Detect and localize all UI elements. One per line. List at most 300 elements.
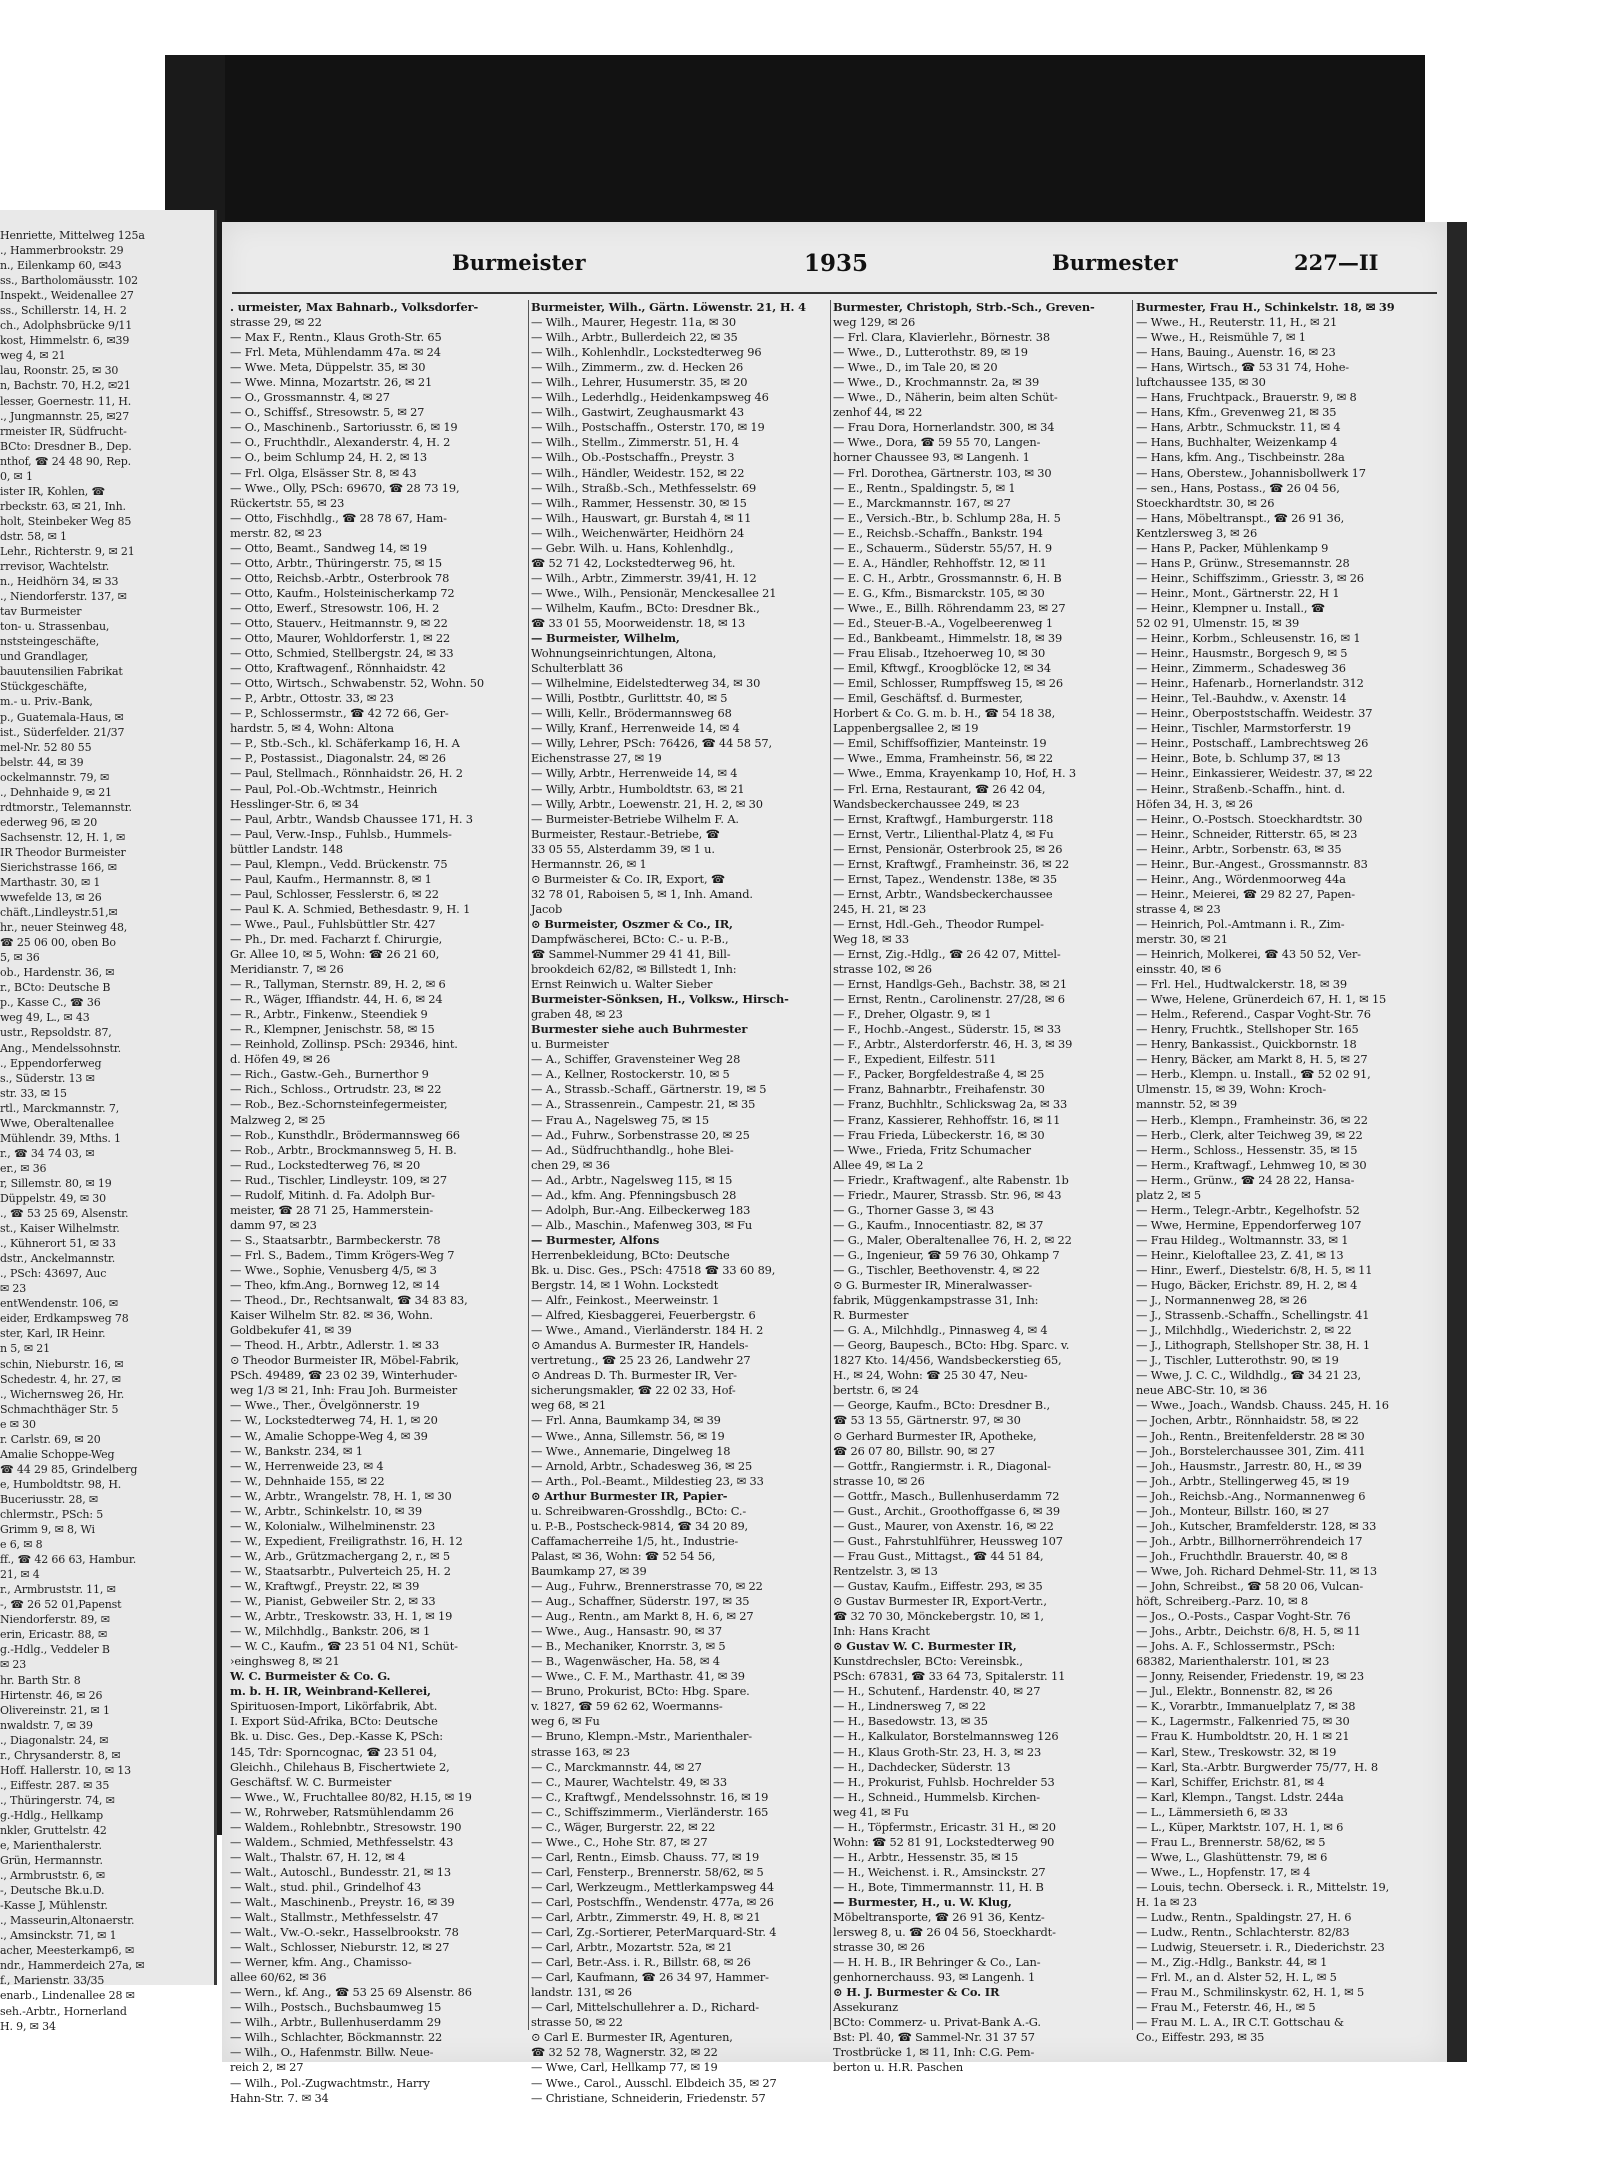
directory-entry-line: — Ernst, Hdl.-Geh., Theodor Rumpel- [833,916,1044,931]
directory-entry-line: — Wilh., O., Hafenmstr. Billw. Neue- [230,2045,434,2060]
directory-entry-line: — B., Wagenwäscher, Ha. 58, ✉ 4 [531,1654,720,1669]
directory-entry-line: 52 02 91, Ulmenstr. 15, ✉ 39 [1136,615,1300,630]
directory-entry-line: meister, ☎ 28 71 25, Hammerstein- [230,1202,434,1217]
directory-entry-line: weg 6, ✉ Fu [531,1714,600,1729]
previous-page-line: str. 33, ✉ 15 [0,1086,67,1100]
directory-entry-line: — Wwe., Emma, Framheinstr. 56, ✉ 22 [833,751,1054,766]
previous-page-line: ., Hammerbrookstr. 29 [0,244,124,258]
directory-entry-line: Horbert & Co. G. m. b. H., ☎ 54 18 38, [833,706,1056,721]
directory-entry-line: — Paul K. A. Schmied, Bethesdastr. 9, H. 1 [230,901,471,916]
directory-entry-line: — Otto, Arbtr., Thüringerstr. 75, ✉ 15 [230,555,442,570]
directory-entry-line: luftchaussee 135, ✉ 30 [1136,375,1266,390]
directory-entry-line: — Wilh., Arbtr., Zimmerstr. 39/41, H. 12 [531,570,757,585]
directory-entry-line: — Rob., Bez.-Schornsteinfegermeister, [230,1097,448,1112]
previous-page-line: ., Wichernsweg 26, Hr. [0,1387,125,1401]
directory-entry-line: Rückertstr. 55, ✉ 23 [230,495,345,510]
directory-entry-line: — H., Lindnersweg 7, ✉ 22 [833,1699,986,1714]
directory-entry-line: — Heinrich, Pol.-Amtmann i. R., Zim- [1136,916,1345,931]
directory-entry-line: — Gustav, Kaufm., Eiffestr. 293, ✉ 35 [833,1578,1043,1593]
directory-entry-line: — Wwe., D., Lutterothstr. 89, ✉ 19 [833,345,1028,360]
directory-entry-line: Lappenbergsallee 2, ✉ 19 [833,721,979,736]
directory-entry-line: — Heinr., Straßenb.-Schaffn., hint. d. [1136,781,1346,796]
directory-entry-line: ⊙ Andreas D. Th. Burmester IR, Ver- [531,1368,737,1383]
directory-entry-line: — H. H. B., IR Behringer & Co., Lan- [833,1955,1041,1970]
directory-entry-line: Malzweg 2, ✉ 25 [230,1112,326,1127]
directory-entry-line: PSch: 67831, ☎ 33 64 73, Spitalerstr. 11 [833,1669,1066,1684]
previous-page-line: bauutensilien Fabrikat [0,665,123,679]
directory-entry-line: Wohn: ☎ 52 81 91, Lockstedterweg 90 [833,1834,1055,1849]
directory-entry-line: — W., Kolonialw., Wilhelminenstr. 23 [230,1518,436,1533]
directory-entry-line: — Wilh., Rammer, Hessenstr. 30, ✉ 15 [531,495,747,510]
directory-entry-line: Rentzelstr. 3, ✉ 13 [833,1563,938,1578]
directory-entry-line: weg 41, ✉ Fu [833,1804,909,1819]
directory-entry-line: u. Burmeister [531,1037,609,1052]
directory-entry-line: — Frau Frieda, Lübeckerstr. 16, ✉ 30 [833,1127,1045,1142]
directory-entry-line: — A., Strassb.-Schaff., Gärtnerstr. 19, ✉ 5 [531,1082,767,1097]
previous-page-line: mel-Nr. 52 80 55 [0,740,92,754]
directory-entry-line: — Heinr., Bur.-Angest., Grossmannstr. 83 [1136,856,1368,871]
directory-entry-line: — Carl, Werkzeugm., Mettlerkampsweg 44 [531,1879,774,1894]
previous-page-line: st., Kaiser Wilhelmstr. [0,1222,120,1236]
directory-entry-line: — W., Staatsarbtr., Pulverteich 25, H. 2 [230,1563,451,1578]
directory-entry-line: — Frau M., Feterstr. 46, H., ✉ 5 [1136,2000,1316,2015]
directory-entry-line: — O., beim Schlump 24, H. 2, ✉ 13 [230,450,427,465]
directory-entry-line: strasse 29, ✉ 22 [230,315,322,330]
directory-entry-line: — Frl. M., an d. Alster 52, H. L, ✉ 5 [1136,1970,1337,1985]
directory-entry-line: — Rud., Lockstedterweg 76, ✉ 20 [230,1157,421,1172]
directory-entry-line: — H., Prokurist, Fuhlsb. Hochrelder 53 [833,1774,1055,1789]
directory-entry-line: — Herb., Klempn. u. Install., ☎ 52 02 91, [1136,1067,1371,1082]
directory-entry-line: — G. A., Milchhdlg., Pinnasweg 4, ✉ 4 [833,1323,1048,1338]
directory-entry-line: — Louis, techn. Oberseck. i. R., Mittelstr. 19, [1136,1879,1390,1894]
directory-entry-line: — O., Schiffsf., Stresowstr. 5, ✉ 27 [230,405,425,420]
previous-page-line: ., Kühnerort 51, ✉ 33 [0,1237,116,1251]
directory-entry-line: — Ed., Bankbeamt., Himmelstr. 18, ✉ 39 [833,631,1063,646]
directory-entry-line: Allee 49, ✉ La 2 [833,1157,924,1172]
directory-entry-line: — Wwe., Anna, Sillemstr. 56, ✉ 19 [531,1428,725,1443]
directory-entry-line: — F., Dreher, Olgastr. 9, ✉ 1 [833,1007,992,1022]
directory-entry-line: — Carl, Zg.-Sortierer, PeterMarquard-Str. 4 [531,1925,777,1940]
directory-entry-line: — Ad., Fuhrw., Sorbenstrasse 20, ✉ 25 [531,1127,750,1142]
directory-entry-line: — Frau Gust., Mittagst., ☎ 44 51 84, [833,1548,1044,1563]
column-divider [1132,300,1133,2030]
directory-entry-line: — Henry, Bäcker, am Markt 8, H. 5, ✉ 27 [1136,1052,1368,1067]
directory-entry-line: — Wilh., Zimmerm., zw. d. Hecken 26 [531,360,744,375]
directory-entry-line: — Carl, Mittelschullehrer a. D., Richard- [531,2000,759,2015]
directory-entry-line: — Hans, Wirtsch., ☎ 53 31 74, Hohe- [1136,360,1349,375]
directory-entry-line: — Joh., Fruchthdlr. Brauerstr. 40, ✉ 8 [1136,1548,1348,1563]
directory-entry-line: — W., Dehnhaide 155, ✉ 22 [230,1473,385,1488]
directory-entry-line: — Heinr., Korbm., Schleusenstr. 16, ✉ 1 [1136,631,1361,646]
header-page-number: 227—II [1294,250,1379,275]
directory-entry-line: — G., Thorner Gasse 3, ✉ 43 [833,1202,994,1217]
previous-page-line: r., Armbruststr. 11, ✉ [0,1583,116,1597]
previous-page-line: Hoff. Hallerstr. 10, ✉ 13 [0,1763,131,1777]
previous-page-line: ., Jungmannstr. 25, ✉27 [0,409,130,423]
directory-entry-line: — Willi, Postbtr., Gurlittstr. 40, ✉ 5 [531,691,728,706]
previous-page-line: e 6, ✉ 8 [0,1538,43,1552]
directory-entry-line: — F., Hochb.-Angest., Süderstr. 15, ✉ 33 [833,1022,1062,1037]
directory-entry-line: — Gust., Archit., Groothoffgasse 6, ✉ 39 [833,1503,1060,1518]
column-2 [531,300,827,2105]
directory-entry-line: — Otto, Schmied, Stellbergstr. 24, ✉ 33 [230,646,454,661]
directory-entry-line: — Jochen, Arbtr., Rönnhaidstr. 58, ✉ 22 [1136,1413,1359,1428]
directory-entry-line: — Heinr., O.-Postsch. Stoeckhardtstr. 30 [1136,811,1363,826]
previous-page-line: nststeingeschäfte, [0,635,100,649]
previous-page-line: ., ☎ 53 25 69, Alsenstr. [0,1207,129,1221]
directory-entry-line: — Hans, Möbeltranspt., ☎ 26 91 36, [1136,510,1345,525]
page-header [222,250,1447,290]
directory-entry-line: — Franz, Buchhltr., Schlickswag 2a, ✉ 33 [833,1097,1068,1112]
directory-entry-line: — Frl. S., Badem., Timm Krögers-Weg 7 [230,1247,455,1262]
directory-entry-line: — Ernst, Rentn., Carolinenstr. 27/28, ✉ 6 [833,992,1065,1007]
previous-page-line: e ✉ 30 [0,1417,36,1431]
directory-entry-line: 68382, Marienthalerstr. 101, ✉ 23 [1136,1654,1330,1669]
previous-page-line: Schedestr. 4, hr. 27, ✉ [0,1372,121,1386]
previous-page-line: 21, ✉ 4 [0,1568,40,1582]
directory-entry-line: — Burmester, H., u. W. Klug, [833,1894,1012,1909]
previous-page-line: 0, ✉ 1 [0,469,33,483]
directory-entry-line: Hesslinger-Str. 6, ✉ 34 [230,796,359,811]
directory-entry-line: — Walt., Stallmstr., Methfesselstr. 47 [230,1910,439,1925]
previous-page-line: tav Burmeister [0,605,82,619]
directory-entry-line: — Carl, Rentn., Eimsb. Chauss. 77, ✉ 19 [531,1849,760,1864]
directory-entry-line: Trostbrücke 1, ✉ 11, Inh: C.G. Pem- [833,2045,1035,2060]
directory-entry-line: Eichenstrasse 27, ✉ 19 [531,751,662,766]
directory-entry-line: — Wwe., E., Billh. Röhrendamm 23, ✉ 27 [833,600,1066,615]
directory-entry-line: — Joh., Reichsb.-Ang., Normannenweg 6 [1136,1488,1366,1503]
directory-entry-line: — Otto, Reichsb.-Arbtr., Osterbrook 78 [230,570,450,585]
previous-page-line: p., Kasse C., ☎ 36 [0,996,101,1010]
directory-entry-line: — Hans, Oberstew., Johannisbollwerk 17 [1136,465,1366,480]
header-year: 1935 [804,250,869,277]
directory-entry-line: ⊙ Burmeister & Co. IR, Export, ☎ [531,871,725,886]
directory-entry-line: I. Export Süd-Afrika, BCto: Deutsche [230,1714,438,1729]
directory-entry-line: — C., Kraftwgf., Mendelssohnstr. 16, ✉ 19 [531,1789,769,1804]
directory-entry-line: — Wilh., Ob.-Postschaffn., Preystr. 3 [531,450,735,465]
directory-entry-line: — Hans, kfm. Ang., Tischbeinstr. 28a [1136,450,1345,465]
previous-page-line: n 5, ✉ 21 [0,1342,50,1356]
directory-entry-line: — Theod. H., Arbtr., Adlerstr. 1. ✉ 33 [230,1338,440,1353]
directory-entry-line: brookdeich 62/82, ✉ Billstedt 1, Inh: [531,962,737,977]
directory-entry-line: ⊙ Gerhard Burmester IR, Apotheke, [833,1428,1037,1443]
previous-page-line: belstr. 44, ✉ 39 [0,755,84,769]
directory-entry-line: — Ernst, Vertr., Lilienthal-Platz 4, ✉ Fu [833,826,1054,841]
directory-entry-line: — Max F., Rentn., Klaus Groth-Str. 65 [230,330,442,345]
previous-page-line: ch., Adolphsbrücke 9/11 [0,319,133,333]
directory-entry-line: — L., Küper, Marktstr. 107, H. 1, ✉ 6 [1136,1819,1344,1834]
previous-page-line: nthof, ☎ 24 48 90, Rep. [0,454,131,468]
previous-page-line: ☎ 25 06 00, oben Bo [0,936,116,950]
previous-page-column [0,228,214,2033]
directory-entry-line: — Karl, Klempn., Tangst. Ldstr. 244a [1136,1789,1344,1804]
directory-entry-line: — Paul, Pol.-Ob.-Wchtmstr., Heinrich [230,781,438,796]
previous-page-line: ederweg 96, ✉ 20 [0,815,98,829]
directory-entry-line: — Heinr., Kieloftallee 23, Z. 41, ✉ 13 [1136,1247,1344,1262]
directory-entry-line: Ernst Reinwich u. Walter Sieber [531,977,713,992]
directory-entry-line: — W., Arbtr., Wrangelstr. 78, H. 1, ✉ 30 [230,1488,452,1503]
directory-entry-line: — Ad., kfm. Ang. Pfenningsbusch 28 [531,1187,737,1202]
directory-entry-line: Co., Eiffestr. 293, ✉ 35 [1136,2030,1265,2045]
directory-entry-line: ☎ 53 13 55, Gärtnerstr. 97, ✉ 30 [833,1413,1021,1428]
directory-entry-line: — H., Bote, Timmermannstr. 11, H. B [833,1879,1044,1894]
directory-entry-line: — Joh., Rentn., Breitenfelderstr. 28 ✉ 30 [1136,1428,1365,1443]
directory-entry-line: ⊙ H. J. Burmester & Co. IR [833,1985,1000,2000]
directory-entry-line: — Emil, Schiffsoffizier, Manteinstr. 19 [833,736,1047,751]
directory-entry-line: — Herm., Telegr.-Arbtr., Kegelhofstr. 52 [1136,1202,1360,1217]
directory-page [222,222,1447,2105]
directory-entry-line: büttler Landstr. 148 [230,841,343,856]
directory-entry-line: — Wwe., Olly, PSch: 69670, ☎ 28 73 19, [230,480,460,495]
directory-entry-line: — Henry, Fruchtk., Stellshoper Str. 165 [1136,1022,1359,1037]
directory-entry-line: 1827 Kto. 14/456, Wandsbeckerstieg 65, [833,1353,1062,1368]
previous-page-line: chäft.,Lindleystr.51,✉ [0,906,118,920]
previous-page-line: Inspekt., Weidenallee 27 [0,289,134,303]
directory-entry-line: — Johs. A. F., Schlossermstr., PSch: [1136,1639,1336,1654]
directory-entry-line: — Walt., Autoschl., Bundesstr. 21, ✉ 13 [230,1864,451,1879]
directory-entry-line: — Ernst, Pensionär, Osterbrook 25, ✉ 26 [833,841,1063,856]
directory-entry-line: — Carl, Betr.-Ass. i. R., Billstr. 68, ✉ 26 [531,1955,751,1970]
previous-page-line: ., Amsinckstr. 71, ✉ 1 [0,1929,117,1943]
directory-entry-line: Geschäftsf. W. C. Burmeister [230,1774,392,1789]
directory-entry-line: Ulmenstr. 15, ✉ 39, Wohn: Kroch- [1136,1082,1327,1097]
directory-entry-line: — Wwe., Amand., Vierländerstr. 184 H. 2 [531,1323,764,1338]
previous-page-line: Henriette, Mittelweg 125a [0,229,145,242]
directory-entry-line: — H., Schutenf., Hardenstr. 40, ✉ 27 [833,1684,1041,1699]
directory-entry-line: — Heinr., Schiffszimm., Griesstr. 3, ✉ 26 [1136,570,1364,585]
directory-entry-line: Kaiser Wilhelm Str. 82. ✉ 36, Wohn. [230,1308,433,1323]
directory-entry-line: — Hans P., Packer, Mühlenkamp 9 [1136,540,1329,555]
directory-entry-line: — P., Stb.-Sch., kl. Schäferkamp 16, H. A [230,736,460,751]
directory-entry-line: — Wilh., Postsch., Buchsbaumweg 15 [230,2000,442,2015]
directory-entry-line: ⊙ Burmeister, Oszmer & Co., IR, [531,916,733,931]
column-3 [833,300,1129,2075]
previous-page-line: ., Thüringerstr. 74, ✉ [0,1793,115,1807]
directory-entry-line: — Otto, Kaufm., Holsteinischerkamp 72 [230,585,455,600]
column-1 [230,300,526,2105]
directory-entry-line: — W., Expedient, Freiligrathstr. 16, H. 12 [230,1533,463,1548]
page-edge-shadow [1445,222,1467,2062]
directory-entry-line: — Jul., Elektr., Bonnenstr. 82, ✉ 26 [1136,1684,1333,1699]
directory-entry-line: — Frau Elisab., Itzehoerweg 10, ✉ 30 [833,646,1046,661]
previous-page-line: rmeister IR, Südfrucht- [0,424,127,438]
directory-entry-line: — Rob., Arbtr., Brockmannsweg 5, H. B. [230,1142,457,1157]
directory-entry-line: ☎ Sammel-Nummer 29 41 41, Bill- [531,947,731,962]
directory-entry-line: — H., Weichenst. i. R., Amsinckstr. 27 [833,1864,1046,1879]
previous-page-line: H. 9, ✉ 34 [0,2019,56,2033]
directory-entry-line: — Paul, Schlosser, Fesslerstr. 6, ✉ 22 [230,886,439,901]
previous-page-fragment [0,210,217,2033]
directory-entry-line: Burmeister, Wilh., Gärtn. Löwenstr. 21, H. 4 [531,300,806,314]
directory-entry-line: — Herm., Schloss., Hessenstr. 35, ✉ 15 [1136,1142,1358,1157]
directory-entry-line: — Carl, Arbtr., Zimmerstr. 49, H. 8, ✉ 21 [531,1910,761,1925]
directory-entry-line: — H., Dachdecker, Süderstr. 13 [833,1759,1011,1774]
directory-entry-line: — Wwe., W., Fruchtallee 80/82, H.15, ✉ 19 [230,1789,472,1804]
directory-entry-line: — E. A., Händler, Rehhoffstr. 12, ✉ 11 [833,555,1047,570]
previous-page-line: Buceriusstr. 28, ✉ [0,1492,98,1506]
previous-page-line: -Kasse J, Mühlenstr. [0,1899,108,1913]
directory-entry-line: — Burmeister, Wilhelm, [531,631,680,646]
directory-entry-line: — Walt., Maschinenb., Preystr. 16, ✉ 39 [230,1894,455,1909]
directory-entry-line: — Waldem., Rohlebnbtr., Stresowstr. 190 [230,1819,462,1834]
directory-entry-line: — Gottfr., Rangiermstr. i. R., Diagonal- [833,1458,1051,1473]
directory-entry-line: Bst: Pl. 40, ☎ Sammel-Nr. 31 37 57 [833,2030,1035,2045]
directory-entry-line: — G., Kaufm., Innocentiastr. 82, ✉ 37 [833,1217,1044,1232]
directory-entry-line: — Joh., Borstelerchaussee 301, Zim. 411 [1136,1443,1366,1458]
directory-entry-line: — E. C. H., Arbtr., Grossmannstr. 6, H. B [833,570,1062,585]
directory-entry-line: — E. G., Kfm., Bismarckstr. 105, ✉ 30 [833,585,1045,600]
directory-entry-line: — W., Arb., Grützmachergang 2, r., ✉ 5 [230,1548,450,1563]
directory-entry-line: hardstr. 5, ✉ 4, Wohn: Altona [230,721,394,736]
directory-entry-line: — Arnold, Arbtr., Schadesweg 36, ✉ 25 [531,1458,753,1473]
directory-entry-line: — Otto, Beamt., Sandweg 14, ✉ 19 [230,540,427,555]
directory-entry-line: — Alfred, Kiesbaggerei, Feuerbergstr. 6 [531,1308,756,1323]
directory-entry-line: — C., Wäger, Burgerstr. 22, ✉ 22 [531,1819,716,1834]
previous-page-line: ndr., Hammerdeich 27a, ✉ [0,1959,145,1973]
previous-page-line: Olivereinstr. 21, ✉ 1 [0,1703,110,1717]
previous-page-line: ., Diagonalstr. 24, ✉ [0,1733,109,1747]
directory-entry-line: 33 05 55, Alsterdamm 39, ✉ 1 u. [531,841,715,856]
directory-entry-line: — Rich., Gastw.-Geh., Burnerthor 9 [230,1067,429,1082]
directory-entry-line: — Frau M. L. A., IR C.T. Gottschau & [1136,2015,1344,2030]
previous-page-line: r. Carlstr. 69, ✉ 20 [0,1432,101,1446]
directory-entry-line: PSch. 49489, ☎ 23 02 39, Winterhuder- [230,1368,458,1383]
directory-entry-line: — R., Arbtr., Finkenw., Steendiek 9 [230,1007,428,1022]
directory-entry-line: — Rich., Schloss., Ortrudstr. 23, ✉ 22 [230,1082,442,1097]
directory-entry-line: strasse 163, ✉ 23 [531,1744,630,1759]
previous-page-line: ☎ 44 29 85, Grindelberg [0,1462,138,1476]
directory-entry-line: — Burmester, Alfons [531,1232,660,1247]
directory-entry-line: — P., Arbtr., Ottostr. 33, ✉ 23 [230,691,394,706]
previous-page-line: ., PSch: 43697, Auc [0,1267,107,1281]
directory-entry-line: — Wilh., Lehrer, Husumerstr. 35, ✉ 20 [531,375,748,390]
directory-entry-line: — Otto, Maurer, Wohldorferstr. 1, ✉ 22 [230,631,451,646]
directory-entry-line: — Franz, Bahnarbtr., Freihafenstr. 30 [833,1082,1045,1097]
directory-entry-line: — Wwe., Ther., Övelgönnerstr. 19 [230,1398,420,1413]
directory-entry-line: — Helm., Referend., Caspar Voght-Str. 76 [1136,1007,1371,1022]
directory-entry-line: einsstr. 40, ✉ 6 [1136,962,1222,977]
directory-entry-line: — Christiane, Schneiderin, Friedenstr. 57 [531,2090,766,2105]
directory-entry-line: — Wilh., Arbtr., Bullerdeich 22, ✉ 35 [531,330,738,345]
directory-entry-line: — Ernst, Zig.-Hdlg., ☎ 26 42 07, Mittel- [833,947,1061,962]
directory-entry-line: — Heinr., Einkassierer, Weidestr. 37, ✉ 22 [1136,766,1373,781]
directory-entry-line: zenhof 44, ✉ 22 [833,405,923,420]
directory-entry-line: Baumkamp 27, ✉ 39 [531,1563,647,1578]
scan-background [165,55,1425,225]
directory-entry-line: — Otto, Fischhdlg., ☎ 28 78 67, Ham- [230,510,447,525]
previous-page-line: r, Sillemstr. 80, ✉ 19 [0,1176,112,1190]
directory-entry-line: — Frl. Anna, Baumkamp 34, ✉ 39 [531,1413,721,1428]
previous-page-line: Düppelstr. 49, ✉ 30 [0,1192,106,1205]
previous-page-line: er., ✉ 36 [0,1161,47,1175]
previous-page-line: e, Marienthalerstr. [0,1839,102,1853]
previous-page-line: f., Marienstr. 33/35 [0,1974,105,1988]
directory-entry-line: H., ✉ 24, Wohn: ☎ 25 30 47, Neu- [833,1368,1028,1383]
column-divider [528,300,529,2030]
directory-entry-line: — Otto, Kraftwagenf., Rönnhaidstr. 42 [230,661,446,676]
directory-entry-line: — Wwe., D., im Tale 20, ✉ 20 [833,360,998,375]
directory-entry-line: — John, Schreibst., ☎ 58 20 06, Vulcan- [1136,1578,1364,1593]
previous-page-line: Hirtenstr. 46, ✉ 26 [0,1688,103,1702]
directory-entry-line: — Rob., Kunsthdlr., Brödermannsweg 66 [230,1127,460,1142]
directory-entry-line: — Heinr., Postschaff., Lambrechtsweg 26 [1136,736,1369,751]
directory-entry-line: — Wilh., Postschaffn., Osterstr. 170, ✉ 19 [531,420,765,435]
previous-page-line: Wwe, Oberaltenallee [0,1116,114,1130]
directory-entry-line: Hahn-Str. 7. ✉ 34 [230,2090,329,2105]
directory-entry-line: — W., Amalie Schoppe-Weg 4, ✉ 39 [230,1428,428,1443]
directory-entry-line: — Hans, Bauing., Auenstr. 16, ✉ 23 [1136,345,1336,360]
previous-page-line: ✉ 23 [0,1658,27,1672]
directory-entry-line: ☎ 33 01 55, Moorweidenstr. 18, ✉ 13 [531,615,746,630]
directory-entry-line: — Bruno, Prokurist, BCto: Hbg. Spare. [531,1684,750,1699]
previous-page-line: e, Humboldtstr. 98, H. [0,1477,122,1491]
directory-entry-line: — Joh., Monteur, Billstr. 160, ✉ 27 [1136,1503,1330,1518]
header-left-name: Burmeister [452,250,586,275]
directory-entry-line: — L., Lämmersieth 6, ✉ 33 [1136,1804,1288,1819]
directory-entry-line: — Frl. Meta, Mühlendamm 47a. ✉ 24 [230,345,441,360]
directory-entry-line: ›einghsweg 8, ✉ 21 [230,1654,340,1669]
directory-entry-line: Burmeister, Restaur.-Betriebe, ☎ [531,826,720,841]
previous-page-line: ., Niendorferstr. 137, ✉ [0,590,127,604]
directory-entry-line: — Frau A., Nagelsweg 75, ✉ 15 [531,1112,709,1127]
previous-page-line: weg 4, ✉ 21 [0,349,66,363]
directory-entry-line: — Heinr., Mont., Gärtnerstr. 22, H 1 [1136,585,1340,600]
directory-entry-line: — W., Herrenweide 23, ✉ 4 [230,1458,384,1473]
directory-entry-line: — Wilh., Maurer, Hegestr. 11a, ✉ 30 [531,315,736,330]
header-rule [232,292,1437,294]
directory-entry-line: Kentzlersweg 3, ✉ 26 [1136,525,1258,540]
directory-entry-line: ☎ 32 70 30, Mönckebergstr. 10, ✉ 1, [833,1609,1044,1624]
directory-entry-line: — R., Wäger, Iffiandstr. 44, H. 6, ✉ 24 [230,992,443,1007]
directory-entry-line: — E., Rentn., Spaldingstr. 5, ✉ 1 [833,480,1016,495]
directory-entry-line: — Wilh., Lederhdlg., Heidenkampsweg 46 [531,390,769,405]
directory-entry-line: — Hans P., Grünw., Stresemannstr. 28 [1136,555,1350,570]
directory-entry-line: ☎ 26 07 80, Billstr. 90, ✉ 27 [833,1443,995,1458]
directory-entry-line: — J., Tischler, Lutterothstr. 90, ✉ 19 [1136,1353,1339,1368]
directory-entry-line: — Jos., O.-Posts., Caspar Voght-Str. 76 [1136,1609,1351,1624]
directory-entry-line: — F., Packer, Borgfeldestraße 4, ✉ 25 [833,1067,1045,1082]
directory-entry-line: — Karl, Stew., Treskowstr. 32, ✉ 19 [1136,1744,1337,1759]
directory-entry-line: Inh: Hans Kracht [833,1624,930,1639]
previous-page-line: eider, Erdkampsweg 78 [0,1312,129,1326]
directory-entry-line: — O., Maschinenb., Sartoriusstr. 6, ✉ 19 [230,420,458,435]
previous-page-line: ., Masseurin,Altonaerstr. [0,1914,135,1928]
directory-entry-line: — Bruno, Klempn.-Mstr., Marienthaler- [531,1729,752,1744]
directory-entry-line: — Wwe., D., Krochmannstr. 2a, ✉ 39 [833,375,1040,390]
previous-page-line: dstr., Anckelmannstr. [0,1252,116,1266]
directory-entry-line: — F., Expedient, Eilfestr. 511 [833,1052,997,1067]
directory-entry-line: — Wilh., Schlachter, Böckmannstr. 22 [230,2030,443,2045]
previous-page-line: erin, Ericastr. 88, ✉ [0,1628,108,1642]
directory-entry-line: ⊙ Gustav Burmester IR, Export-Vertr., [833,1594,1047,1609]
directory-entry-line: — Waldem., Schmied, Methfesselstr. 43 [230,1834,454,1849]
directory-entry-line: — Willy, Arbtr., Loewenstr. 21, H. 2, ✉ 30 [531,796,763,811]
directory-entry-line: — Ludwig, Steuersetr. i. R., Diederichstr. 23 [1136,1940,1385,1955]
directory-entry-line: — Heinr., Bote, b. Schlump 37, ✉ 13 [1136,751,1341,766]
directory-entry-line: v. 1827, ☎ 59 62 62, Woermanns- [531,1699,723,1714]
previous-page-line: Marthastr. 30, ✉ 1 [0,876,101,890]
directory-entry-line: — Wwe., H., Reismühle 7, ✉ 1 [1136,330,1306,345]
directory-entry-line: sicherungsmakler, ☎ 22 02 33, Hof- [531,1383,736,1398]
directory-entry-line: ⊙ G. Burmester IR, Mineralwasser- [833,1278,1032,1293]
previous-page-line: Amalie Schoppe-Weg [0,1447,115,1461]
previous-page-line: weg 49, L., ✉ 43 [0,1011,90,1025]
directory-entry-line: horner Chaussee 93, ✉ Langenh. 1 [833,450,1030,465]
previous-page-line: ton- u. Strassenbau, [0,620,110,634]
directory-entry-line: — W. C., Kaufm., ☎ 23 51 04 N1, Schüt- [230,1639,458,1654]
directory-columns [230,300,1440,2105]
directory-entry-line: — sen., Hans, Postass., ☎ 26 04 56, [1136,480,1340,495]
